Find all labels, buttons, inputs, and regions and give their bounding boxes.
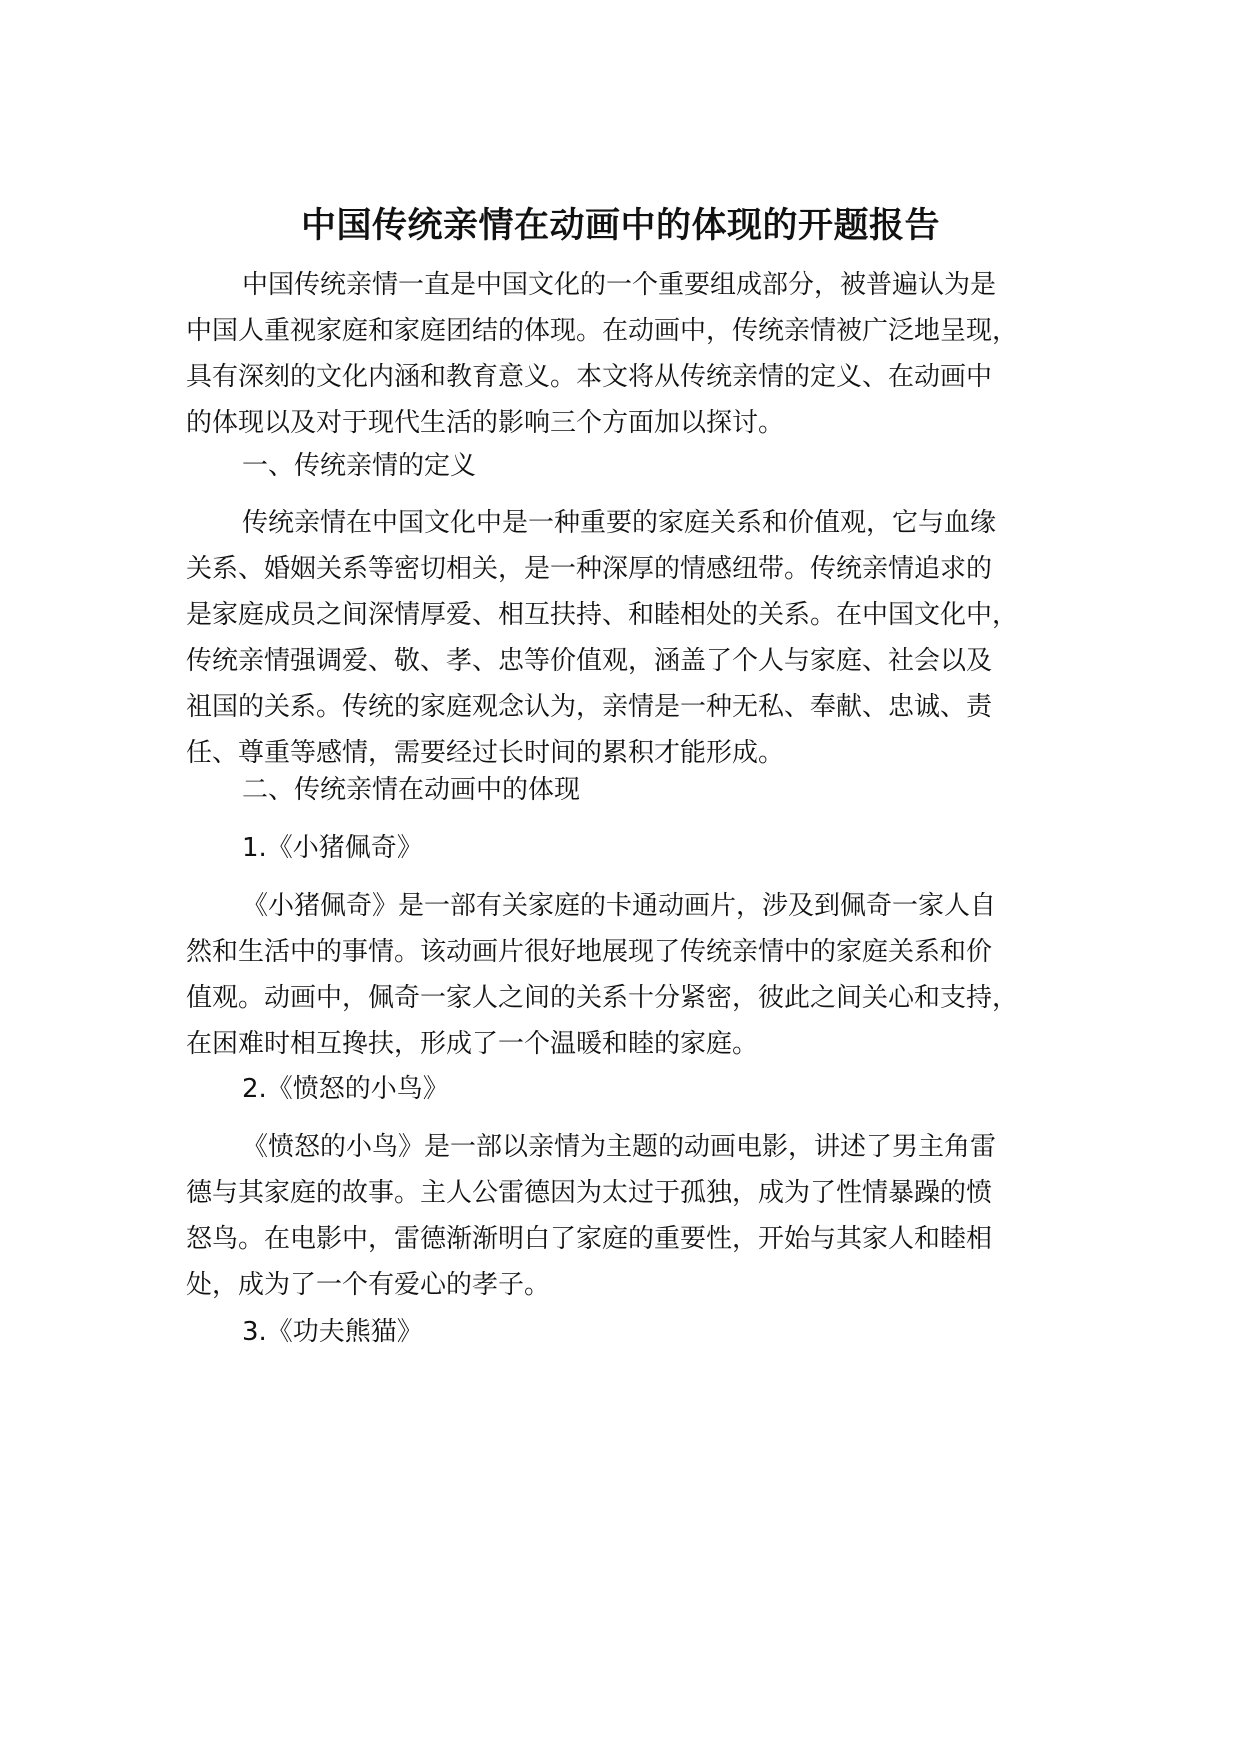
- paragraph-line: 处，成为了一个有爱心的孝子。: [186, 1270, 551, 1300]
- paragraph-line: 然和生活中的事情。该动画片很好地展现了传统亲情中的家庭关系和价: [186, 937, 993, 967]
- intro-paragraph: [186, 262, 1086, 446]
- item-heading-kung-fu-panda: 3.《功夫熊猫》: [242, 1317, 423, 1347]
- paragraph-line: 关系、婚姻关系等密切相关，是一种深厚的情感纽带。传统亲情追求的: [186, 554, 993, 584]
- paragraph-line: 具有深刻的文化内涵和教育意义。本文将从传统亲情的定义、在动画中: [186, 362, 993, 392]
- paragraph-line: 祖国的关系。传统的家庭观念认为，亲情是一种无私、奉献、忠诚、责: [186, 692, 993, 722]
- paragraph-line: 中国人重视家庭和家庭团结的体现。在动画中，传统亲情被广泛地呈现，: [186, 316, 1019, 346]
- angry-birds-paragraph: [186, 1124, 1086, 1308]
- paragraph-line: 《愤怒的小鸟》是一部以亲情为主题的动画电影，讲述了男主角雷: [242, 1132, 997, 1162]
- section-heading-animation: 二、传统亲情在动画中的体现: [242, 775, 581, 805]
- item-heading-peppa-pig: 1.《小猪佩奇》: [242, 833, 423, 863]
- section-heading-definition: 一、传统亲情的定义: [242, 451, 477, 481]
- paragraph-line: 德与其家庭的故事。主人公雷德因为太过于孤独，成为了性情暴躁的愤: [186, 1178, 993, 1208]
- paragraph-line: 怒鸟。在电影中，雷德渐渐明白了家庭的重要性，开始与其家人和睦相: [186, 1224, 993, 1254]
- paragraph-line: 传统亲情在中国文化中是一种重要的家庭关系和价值观，它与血缘: [242, 508, 997, 538]
- peppa-pig-paragraph: [186, 883, 1086, 1067]
- definition-paragraph: [186, 500, 1086, 776]
- paragraph-line: 中国传统亲情一直是中国文化的一个重要组成部分，被普遍认为是: [242, 270, 997, 300]
- paragraph-line: 任、尊重等感情，需要经过长时间的累积才能形成。: [186, 738, 785, 768]
- document-title: 中国传统亲情在动画中的体现的开题报告: [300, 206, 940, 247]
- paragraph-line: 的体现以及对于现代生活的影响三个方面加以探讨。: [186, 408, 785, 438]
- paragraph-line: 《小猪佩奇》是一部有关家庭的卡通动画片，涉及到佩奇一家人自: [242, 891, 997, 921]
- item-heading-angry-birds: 2.《愤怒的小鸟》: [242, 1074, 449, 1104]
- paragraph-line: 传统亲情强调爱、敬、孝、忠等价值观，涵盖了个人与家庭、社会以及: [186, 646, 993, 676]
- paragraph-line: 值观。动画中，佩奇一家人之间的关系十分紧密，彼此之间关心和支持，: [186, 983, 1019, 1013]
- paragraph-line: 是家庭成员之间深情厚爱、相互扶持、和睦相处的关系。在中国文化中，: [186, 600, 1019, 630]
- paragraph-line: 在困难时相互搀扶，形成了一个温暖和睦的家庭。: [186, 1029, 759, 1059]
